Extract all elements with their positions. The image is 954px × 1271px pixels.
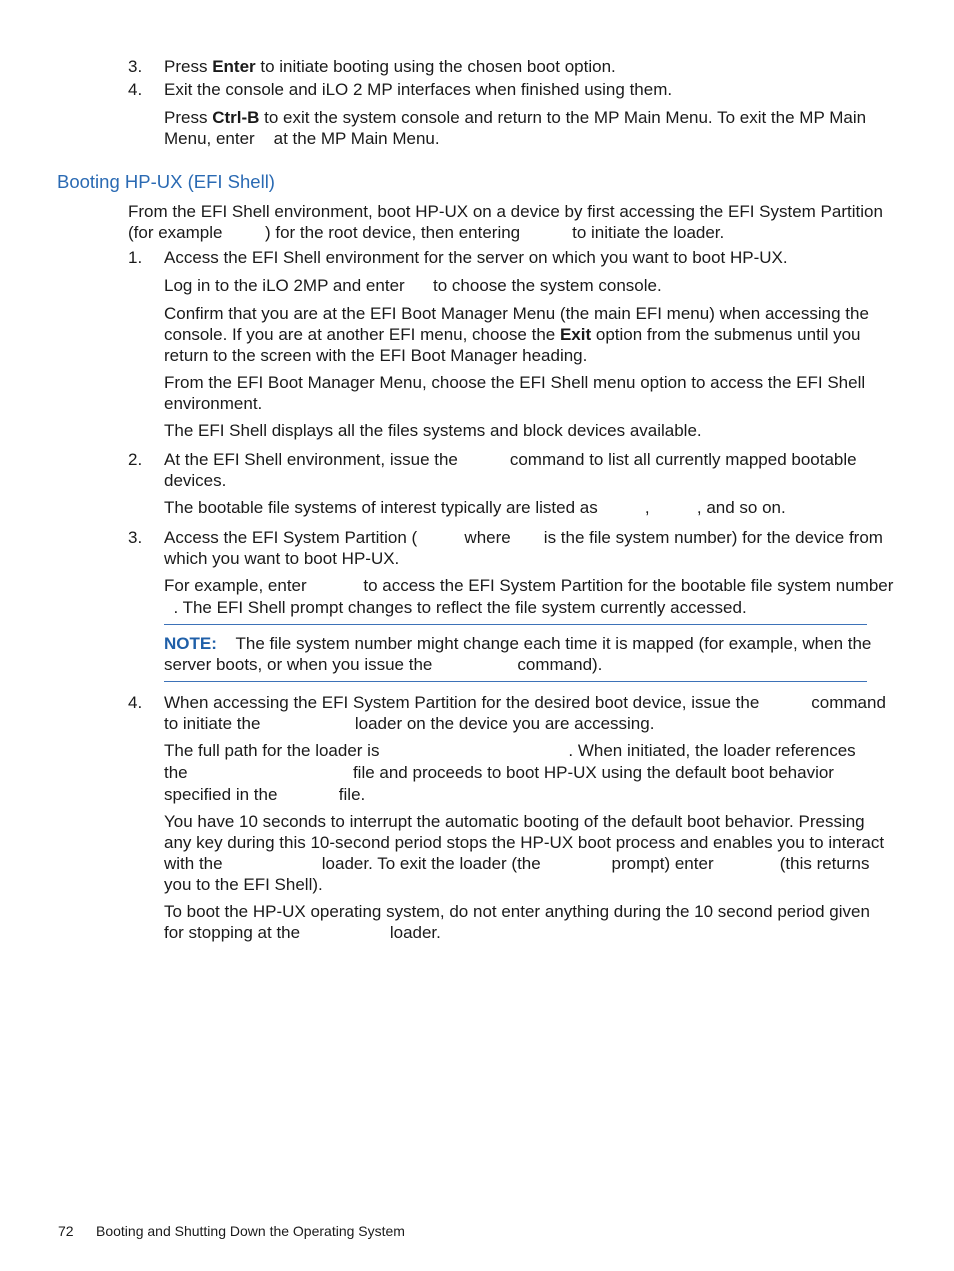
step-1-para1: Log in to the iLO 2MP and enter to choose the system console. [164,276,662,295]
ctrl-b-key-label: Ctrl-B [212,108,260,127]
note-top-rule [164,624,867,625]
step-1-text: Access the EFI Shell environment for the server on which you want to boot HP-UX. [164,248,788,267]
step-3-line2: which you want to boot HP-UX. [164,549,400,568]
step-4b-para2-line1: You have 10 seconds to interrupt the automatic booting of the default boot behavior. Pressing [164,812,865,831]
step-2-line2: devices. [164,471,227,490]
step-4-text: Exit the console and iLO 2 MP interfaces when finished using them. [164,80,673,99]
step-1-para2-line2 [164,324,860,345]
step-2-para1: The bootable file systems of interest typically are listed as , , and so on. [164,498,786,517]
enter-key-label: Enter [212,57,256,76]
step-1-para2-pre: console. If you are at another EFI menu, choose the [164,325,560,344]
intro-line2: (for example ) for the root device, then entering to initiate the loader. [128,223,725,242]
step-4b-para1-line3: specified in the file. [164,785,366,804]
step-4-detail-line2: Menu, enter at the MP Main Menu. [164,129,440,148]
step-3-post: to initiate booting using the chosen boot option. [255,57,616,76]
step-4-detail-pre: Press [164,108,213,127]
step-4b-para2-line3: with the loader. To exit the loader (the prompt) enter (this returns [164,854,870,873]
step-4b-para2-line4: you to the EFI Shell). [164,875,323,894]
step-3-para1-line2: . The EFI Shell prompt changes to reflect the file system currently accessed. [164,598,747,617]
step-number: 4. [128,693,143,712]
note-text-1: The file system number might change each time it is mapped (for example, when the [216,634,872,653]
step-1-para3-line2: environment. [164,394,263,413]
step-3-para1-line1: For example, enter to access the EFI System Partition for the bootable file system number [164,576,894,595]
step-1-para4: The EFI Shell displays all the files systems and block devices available. [164,421,702,440]
step-3-pre: Press [164,57,213,76]
step-4b-para1-line2: the file and proceeds to boot HP-UX using the default boot behavior [164,763,834,782]
step-number: 4. [128,80,143,99]
step-4b-para3-line2: for stopping at the loader. [164,923,441,942]
section-heading: Booting HP-UX (EFI Shell) [57,171,275,192]
note-line2: server boots, or when you issue the command). [164,655,603,674]
footer-chapter-title: Booting and Shutting Down the Operating System [96,1223,405,1239]
step-3-line1: Access the EFI System Partition ( where is the file system number) for the device from [164,528,883,547]
step-1-para3-line1: From the EFI Boot Manager Menu, choose the EFI Shell menu option to access the EFI Shell [164,373,866,392]
step-2-line1: At the EFI Shell environment, issue the command to list all currently mapped bootable [164,450,857,469]
note-bottom-rule [164,681,867,682]
step-1-para2-line3: return to the screen with the EFI Boot Manager heading. [164,346,588,365]
step-3-text [164,56,616,77]
note-line1 [164,633,871,654]
step-4b-line2: to initiate the loader on the device you are accessing. [164,714,655,733]
step-number: 1. [128,248,143,267]
exit-option-label: Exit [559,325,592,344]
intro-line1: From the EFI Shell environment, boot HP-UX on a device by first accessing the EFI System Partition [128,202,883,221]
step-4-detail-line1 [164,107,866,128]
step-4b-para1-line1: The full path for the loader is . When initiated, the loader references [164,741,856,760]
step-4b-line1: When accessing the EFI System Partition for the desired boot device, issue the command [164,693,886,712]
step-4b-para2-line2: any key during this 10-second period stops the HP-UX boot process and enables you to interact [164,833,885,852]
step-4b-para3-line1: To boot the HP-UX operating system, do not enter anything during the 10 second period given [164,902,870,921]
note-label: NOTE: [164,634,217,653]
step-1-para2-post: option from the submenus until you [591,325,861,344]
page-number: 72 [58,1223,74,1239]
step-number: 2. [128,450,143,469]
step-number: 3. [128,528,143,547]
step-1-para2-line1: Confirm that you are at the EFI Boot Manager Menu (the main EFI menu) when accessing the [164,304,869,323]
step-number: 3. [128,57,143,76]
step-4-detail-post: to exit the system console and return to the MP Main Menu. To exit the MP Main [259,108,867,127]
